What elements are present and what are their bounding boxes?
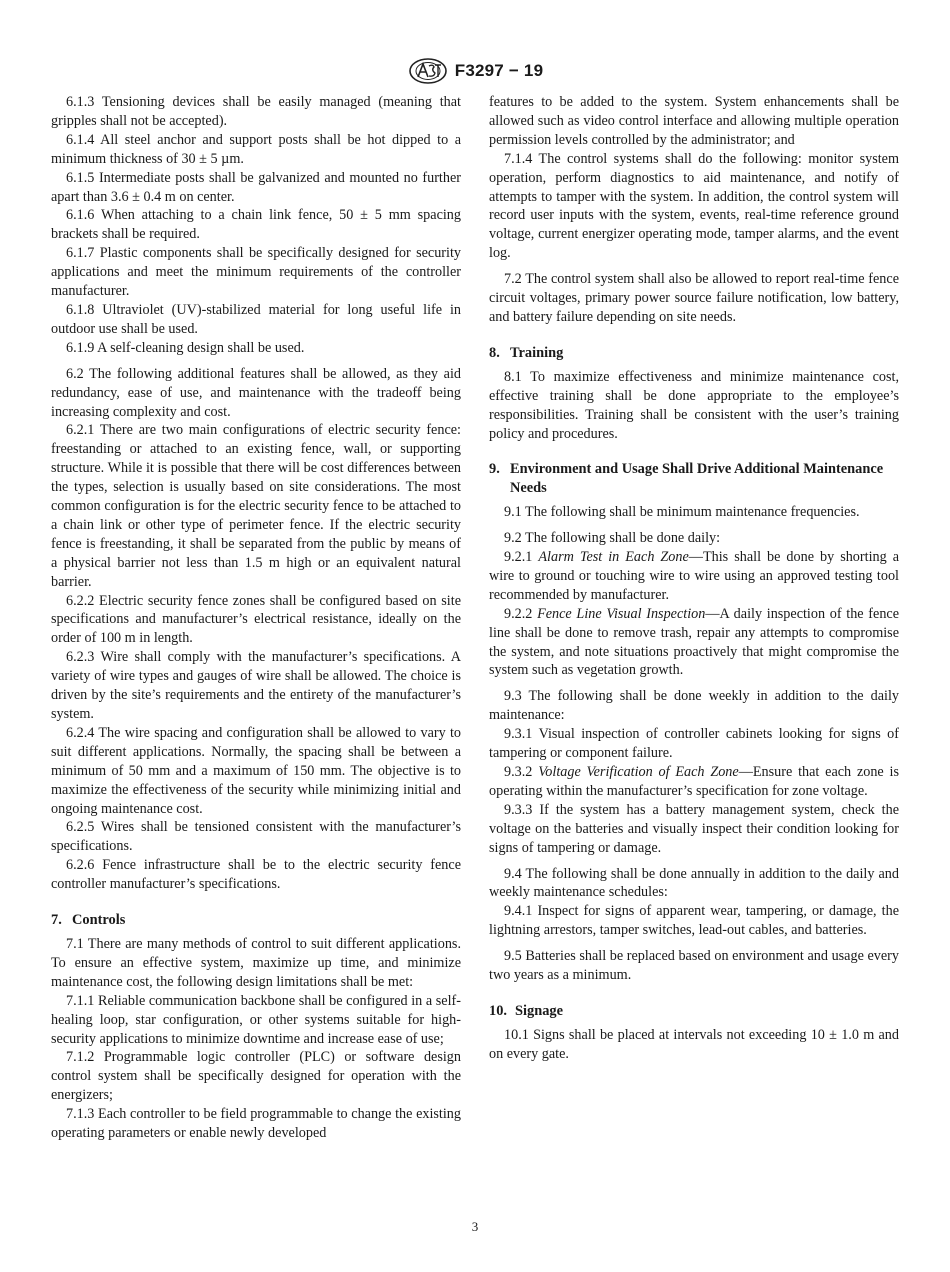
right-column xyxy=(489,93,899,1064)
paragraph-7-1-3: 7.1.3 Each controller to be field programmable to change the existing operating parameters or enable newly developed xyxy=(51,1106,461,1142)
italic-term: Alarm Test in Each Zone xyxy=(538,549,689,566)
section-number: 10. xyxy=(489,1002,507,1019)
paragraph-number: 9.2.2 xyxy=(504,605,533,622)
section-heading-9 xyxy=(489,460,899,498)
paragraph-7-2: 7.2 The control system shall also be allowed to report real-time fence circuit voltages, primary power source failure notification, low battery, and battery failure depending on site needs. xyxy=(489,271,899,325)
paragraph-7-1-4: 7.1.4 The control systems shall do the following: monitor system operation, perform diagnostics to aid maintenance, and notify of attempts to tamper with the system. In addition, the control system will record user inputs with the system, events, real-time reference ground voltage, current energizer operating mode, tamper alarms, and the event log. xyxy=(489,150,899,262)
paragraph-9-3-1: 9.3.1 Visual inspection of controller cabinets looking for signs of tampering or component failure. xyxy=(489,726,899,762)
paragraph-6-2-1: 6.2.1 There are two main configurations of electric security fence: freestanding or attached to an existing fence, wall, or supporting structure. While it is possible that there will be cost differences between the types, selection is usually based on site considerations. The most common configuration is for the electric security fence to be attached to a chain link or other type of perimeter fence. If the electric security fence is freestanding, it shall be separated from the public by means of a physical barrier not less than 1.5 m high or an equivalent natural barrier. xyxy=(51,422,461,590)
section-number: 9. xyxy=(489,461,500,478)
paragraph-9-3-2 xyxy=(489,763,899,801)
paragraph-7-1-1: 7.1.1 Reliable communication backbone shall be configured in a self-healing loop, star configuration, or other systems suitable for high-security applications to minimize downtime and increase ease of use; xyxy=(51,992,461,1047)
paragraph-9-3: 9.3 The following shall be done weekly in addition to the daily maintenance: xyxy=(489,688,899,724)
paragraph-number: 9.2.1 xyxy=(504,549,533,566)
paragraph-6-2-6: 6.2.6 Fence infrastructure shall be to the electric security fence controller manufacturer’s specifications. xyxy=(51,857,461,893)
paragraph-6-1-8: 6.1.8 Ultraviolet (UV)-stabilized material for long useful life in outdoor use shall be used. xyxy=(51,301,461,337)
paragraph-text: —This shall be done by shorting a wire to ground or touching wire to wire using an approved testing tool recommended by manufacturer. xyxy=(489,549,899,603)
paragraph-number: 9.3.2 xyxy=(504,764,533,780)
paragraph-6-1-7: 6.1.7 Plastic components shall be specifically designed for security applications and meet the minimum requirements of the controller manufacturer. xyxy=(51,245,461,300)
paragraph-7-1: 7.1 There are many methods of control to suit different applications. To ensure an effective system, maximize up time, and minimize maintenance cost, the following design limitations shall be met: xyxy=(51,935,461,990)
paragraph-6-1-4: 6.1.4 All steel anchor and support posts shall be hot dipped to a minimum thickness of 30 ± 5 µm. xyxy=(51,131,461,167)
section-heading-8 xyxy=(489,344,899,363)
paragraph-10-1: 10.1 Signs shall be placed at intervals not exceeding 10 ± 1.0 m and on every gate. xyxy=(489,1026,899,1062)
paragraph-6-2: 6.2 The following additional features shall be allowed, as they aid redundancy, ease of use, and maintenance with the tradeoff being increasing complexity and cost. xyxy=(51,365,461,420)
section-title: Environment and Usage Shall Drive Additional Maintenance Needs xyxy=(510,461,884,497)
section-title: Signage xyxy=(515,1002,563,1019)
paragraph-6-1-3: 6.1.3 Tensioning devices shall be easily managed (meaning that gripples shall not be accepted). xyxy=(51,94,461,129)
paragraph-6-1-5: 6.1.5 Intermediate posts shall be galvanized and mounted no further apart than 3.6 ± 0.4 m on center. xyxy=(51,169,461,205)
paragraph-7-1-2: 7.1.2 Programmable logic controller (PLC) or software design control system shall be specifically designed for operation with the energizers; xyxy=(51,1049,461,1104)
paragraph-6-1-9: 6.1.9 A self-cleaning design shall be used. xyxy=(66,339,305,356)
section-heading-7 xyxy=(51,911,461,930)
paragraph-9-3-3: 9.3.3 If the system has a battery management system, check the voltage on the batteries and visually inspect their condition looking for signs of tampering or damage. xyxy=(489,801,899,856)
paragraph-9-1: 9.1 The following shall be minimum maintenance frequencies. xyxy=(504,504,860,521)
paragraph-9-5: 9.5 Batteries shall be replaced based on environment and usage every two years as a minimum. xyxy=(489,948,899,984)
paragraph-6-2-2: 6.2.2 Electric security fence zones shall be configured based on site specifications and manufacturer’s electrical resistance, ideally on the order of 100 m in length. xyxy=(51,592,461,647)
section-title: Training xyxy=(510,344,564,361)
section-heading-10 xyxy=(489,1002,899,1021)
section-number: 7. xyxy=(51,912,62,929)
paragraph-8-1: 8.1 To maximize effectiveness and minimize maintenance cost, effective training shall be done appropriate to the employee’s responsibilities. Training shall be consistent with the user’s training policy and procedures. xyxy=(489,368,899,442)
paragraph-9-4: 9.4 The following shall be done annually in addition to the daily and weekly maintenance schedules: xyxy=(489,865,899,901)
page-number: 3 xyxy=(471,1219,479,1234)
paragraph-6-2-5: 6.2.5 Wires shall be tensioned consistent with the manufacturer’s specifications. xyxy=(51,819,461,855)
paragraph-6-2-4: 6.2.4 The wire spacing and configuration shall be allowed to vary to suit different applications. Normally, the spacing shall be between a minimum of 50 mm and a maximum of 150 mm. The objective is to maximize the effectiveness of the security while minimizing initial and ongoing maintenance cost. xyxy=(51,724,461,817)
paragraph-9-2-2 xyxy=(489,605,899,681)
section-title: Controls xyxy=(72,912,126,929)
paragraph-6-2-3: 6.2.3 Wire shall comply with the manufacturer’s specifications. A variety of wire types and gauges of wire shall be allowed. The choice is driven by the site’s requirements and the entirety of the manufacturer’s system. xyxy=(51,649,461,722)
document-id: F3297 − 19 xyxy=(454,61,544,80)
astm-logo-icon xyxy=(407,57,449,85)
page-header xyxy=(0,56,950,86)
italic-term: Fence Line Visual Inspection xyxy=(537,605,706,622)
paragraph-9-2-1 xyxy=(489,548,899,605)
paragraph-9-4-1: 9.4.1 Inspect for signs of apparent wear, tampering, or damage, the lightning arrestors, tamper switches, lead-out cables, and batteries. xyxy=(489,903,899,939)
paragraph-text: —Ensure that each zone is operating within the manufacturer’s specification for zone voltage. xyxy=(489,764,899,799)
paragraph-text: —A daily inspection of the fence line shall be done to remove trash, repair any attempts to compromise the system, and note situations proactively that might compromise the system such as vegetation growth. xyxy=(489,605,900,679)
left-column xyxy=(51,93,461,1143)
paragraph-7-1-3-continued: features to be added to the system. System enhancements shall be allowed such as video control interface and allowing multiple operation permission levels controlled by the administrator; and xyxy=(489,94,899,148)
italic-term: Voltage Verification of Each Zone xyxy=(538,764,739,780)
paragraph-9-2: 9.2 The following shall be done daily: xyxy=(504,530,721,547)
paragraph-6-1-6: 6.1.6 When attaching to a chain link fence, 50 ± 5 mm spacing brackets shall be required. xyxy=(51,207,461,243)
section-number: 8. xyxy=(489,344,500,361)
